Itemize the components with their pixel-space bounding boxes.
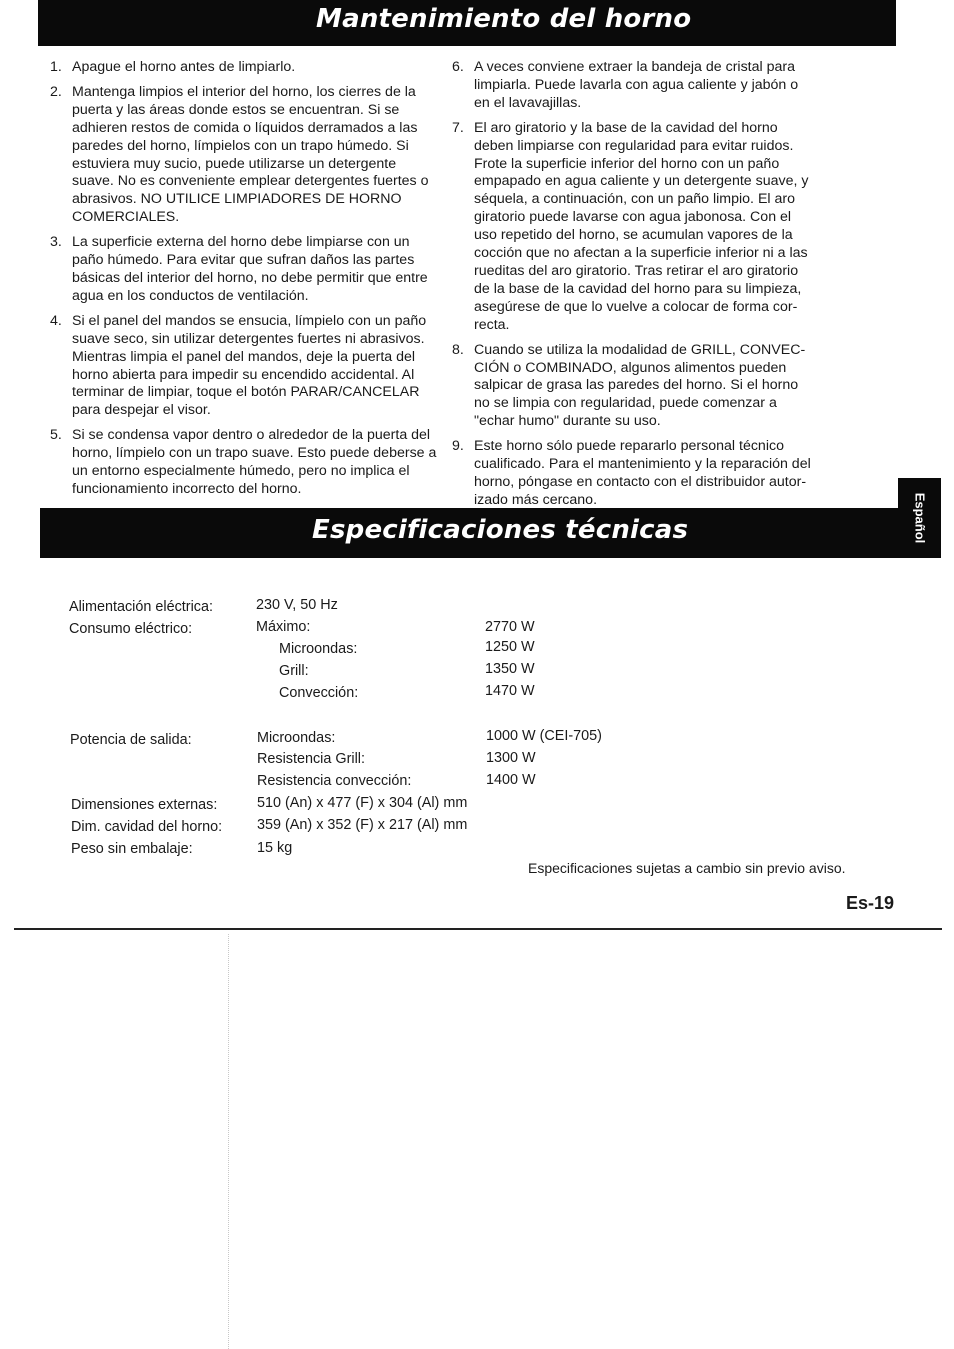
page-fold-line — [228, 934, 229, 1349]
spec-sublabel-output-micro: Microondas: — [257, 730, 336, 746]
maintenance-header-bar — [38, 0, 896, 46]
maintenance-item — [50, 427, 448, 499]
maintenance-item — [50, 234, 448, 306]
page-number: Es-19 — [846, 893, 895, 913]
maintenance-item — [50, 59, 448, 77]
spec-label-ext-dim: Dimensiones externas: — [71, 797, 218, 813]
maintenance-item-number: 8. — [452, 341, 464, 358]
maintenance-item-number: 9. — [452, 438, 464, 455]
spec-value-max: 2770 W — [485, 619, 535, 635]
spec-value-power-supply: 230 V, 50 Hz — [256, 597, 338, 613]
spec-value-consumption-grill: 1350 W — [485, 661, 535, 677]
maintenance-item-text: Cuando se utiliza la modalidad de GRILL, CONVEC- CIÓN o COMBINADO, algunos alimentos pueden salpicar de grasa las paredes del horno. Si el horno no se limpia con regularidad, puede comenzar a "echar humo" durante su uso. — [474, 341, 806, 430]
maintenance-right-column — [452, 59, 824, 517]
maintenance-item — [452, 342, 824, 432]
spec-label-consumption: Consumo eléctrico: — [69, 621, 193, 637]
spec-sublabel-max: Máximo: — [256, 619, 311, 635]
specs-change-note: Especificaciones sujetas a cambio sin previo aviso. — [528, 860, 846, 876]
maintenance-item-number: 6. — [452, 59, 464, 75]
spec-value-output-grill: 1300 W — [486, 750, 536, 766]
spec-value-output-conv: 1400 W — [486, 772, 536, 788]
maintenance-item-number: 2. — [50, 83, 62, 100]
maintenance-item — [452, 59, 824, 113]
footer-rule — [14, 928, 942, 930]
language-tab-label: Español — [912, 492, 927, 544]
maintenance-item-text: Mantenga limpios el interior del horno, los cierres de la puerta y las áreas donde estos se encuentran. Si se adhieren restos de comida o líquidos derramados a las paredes del horno, límpielos con un trapo húmedo. Si estuviera muy sucio, puede utilizarse un detergente suave. No es conveniente emplear detergentes fuertes o abrasivos. NO UTILICE LIMPIADORES DE HORNO COMERCIALES. — [72, 83, 429, 226]
spec-label-cav-dim: Dim. cavidad del horno: — [71, 819, 223, 835]
spec-sublabel-consumption-grill: Grill: — [279, 663, 309, 679]
maintenance-item-number: 7. — [452, 119, 464, 136]
spec-value-output-micro: 1000 W (CEI-705) — [486, 728, 602, 744]
spec-sublabel-consumption-conv: Convección: — [279, 685, 359, 701]
spec-sublabel-output-conv: Resistencia convección: — [257, 773, 412, 789]
maintenance-item-text: La superficie externa del horno debe limpiarse con un paño húmedo. Para evitar que sufran daños las partes básicas del interior del horno, no debe permitir que entre agua en los conductos de ventilación. — [72, 234, 428, 304]
language-tab — [898, 478, 941, 558]
maintenance-item — [452, 120, 824, 335]
maintenance-item-number: 4. — [50, 312, 62, 329]
spec-value-ext-dim: 510 (An) x 477 (F) x 304 (Al) mm — [257, 795, 468, 811]
maintenance-item-text: El aro giratorio y la base de la cavidad del horno deben limpiarse con regularidad para evitar ruidos. Frote la superficie inferior del horno con un paño empapado en agua caliente y un detergente suave, y séquela, a continuación, con un paño limpio. El aro giratorio puede lavarse con agua jabonosa. Con el uso repetido del horno, se acumulan vapores de la cocción que no afectan a la superficie inferior ni a las rueditas del aro giratorio. Tras retirar el aro giratorio de la base de la cavidad del horno para su limpieza, asegúrese de que lo vuelve a colocar de forma cor- recta. — [474, 119, 809, 333]
maintenance-item-text: Apague el horno antes de limpiarlo. — [72, 59, 296, 75]
spec-sublabel-consumption-micro: Microondas: — [279, 641, 358, 657]
spec-sublabel-output-grill: Resistencia Grill: — [257, 751, 365, 767]
spec-label-power-supply: Alimentación eléctrica: — [69, 599, 213, 615]
maintenance-title: Mantenimiento del horno — [316, 4, 692, 34]
spec-value-cav-dim: 359 (An) x 352 (F) x 217 (Al) mm — [257, 817, 468, 833]
spec-value-weight: 15 kg — [257, 840, 293, 856]
maintenance-left-column — [50, 59, 448, 506]
spec-value-consumption-conv: 1470 W — [485, 683, 535, 699]
maintenance-item-number: 5. — [50, 427, 62, 444]
maintenance-item — [50, 313, 448, 420]
maintenance-item — [452, 438, 824, 510]
maintenance-item-text: A veces conviene extraer la bandeja de cristal para limpiarla. Puede lavarla con agua caliente y jabón o en el lavavajillas. — [474, 59, 799, 111]
maintenance-item-number: 3. — [50, 234, 62, 251]
maintenance-item-text: Si el panel del mandos se ensucia, límpielo con un paño suave seco, sin utilizar detergentes fuertes ni abrasivos. Mientras limpia el panel del mandos, deje la puerta del horno abierta para impedir su encendido accidental. Al terminar de limpiar, toque el botón PARAR/CANCELAR para despejar el visor. — [72, 312, 427, 419]
maintenance-item — [50, 84, 448, 227]
maintenance-item-number: 1. — [50, 59, 62, 75]
spec-label-weight: Peso sin embalaje: — [71, 841, 193, 857]
maintenance-item-text: Este horno sólo puede repararlo personal técnico cualificado. Para el mantenimiento y la reparación del horno, póngase en contacto con el distribuidor autor- izado más cercano. — [474, 438, 811, 508]
spec-value-consumption-micro: 1250 W — [485, 639, 535, 655]
specs-header-bar — [40, 508, 898, 558]
specs-title: Especificaciones técnicas — [312, 515, 689, 545]
spec-label-output: Potencia de salida: — [70, 732, 192, 748]
maintenance-item-text: Si se condensa vapor dentro o alrededor de la puerta del horno, límpielo con un trapo suave. Esto puede deberse a un entorno especialmente húmedo, pero no implica el funcionamiento incorrecto del horno. — [72, 427, 437, 497]
